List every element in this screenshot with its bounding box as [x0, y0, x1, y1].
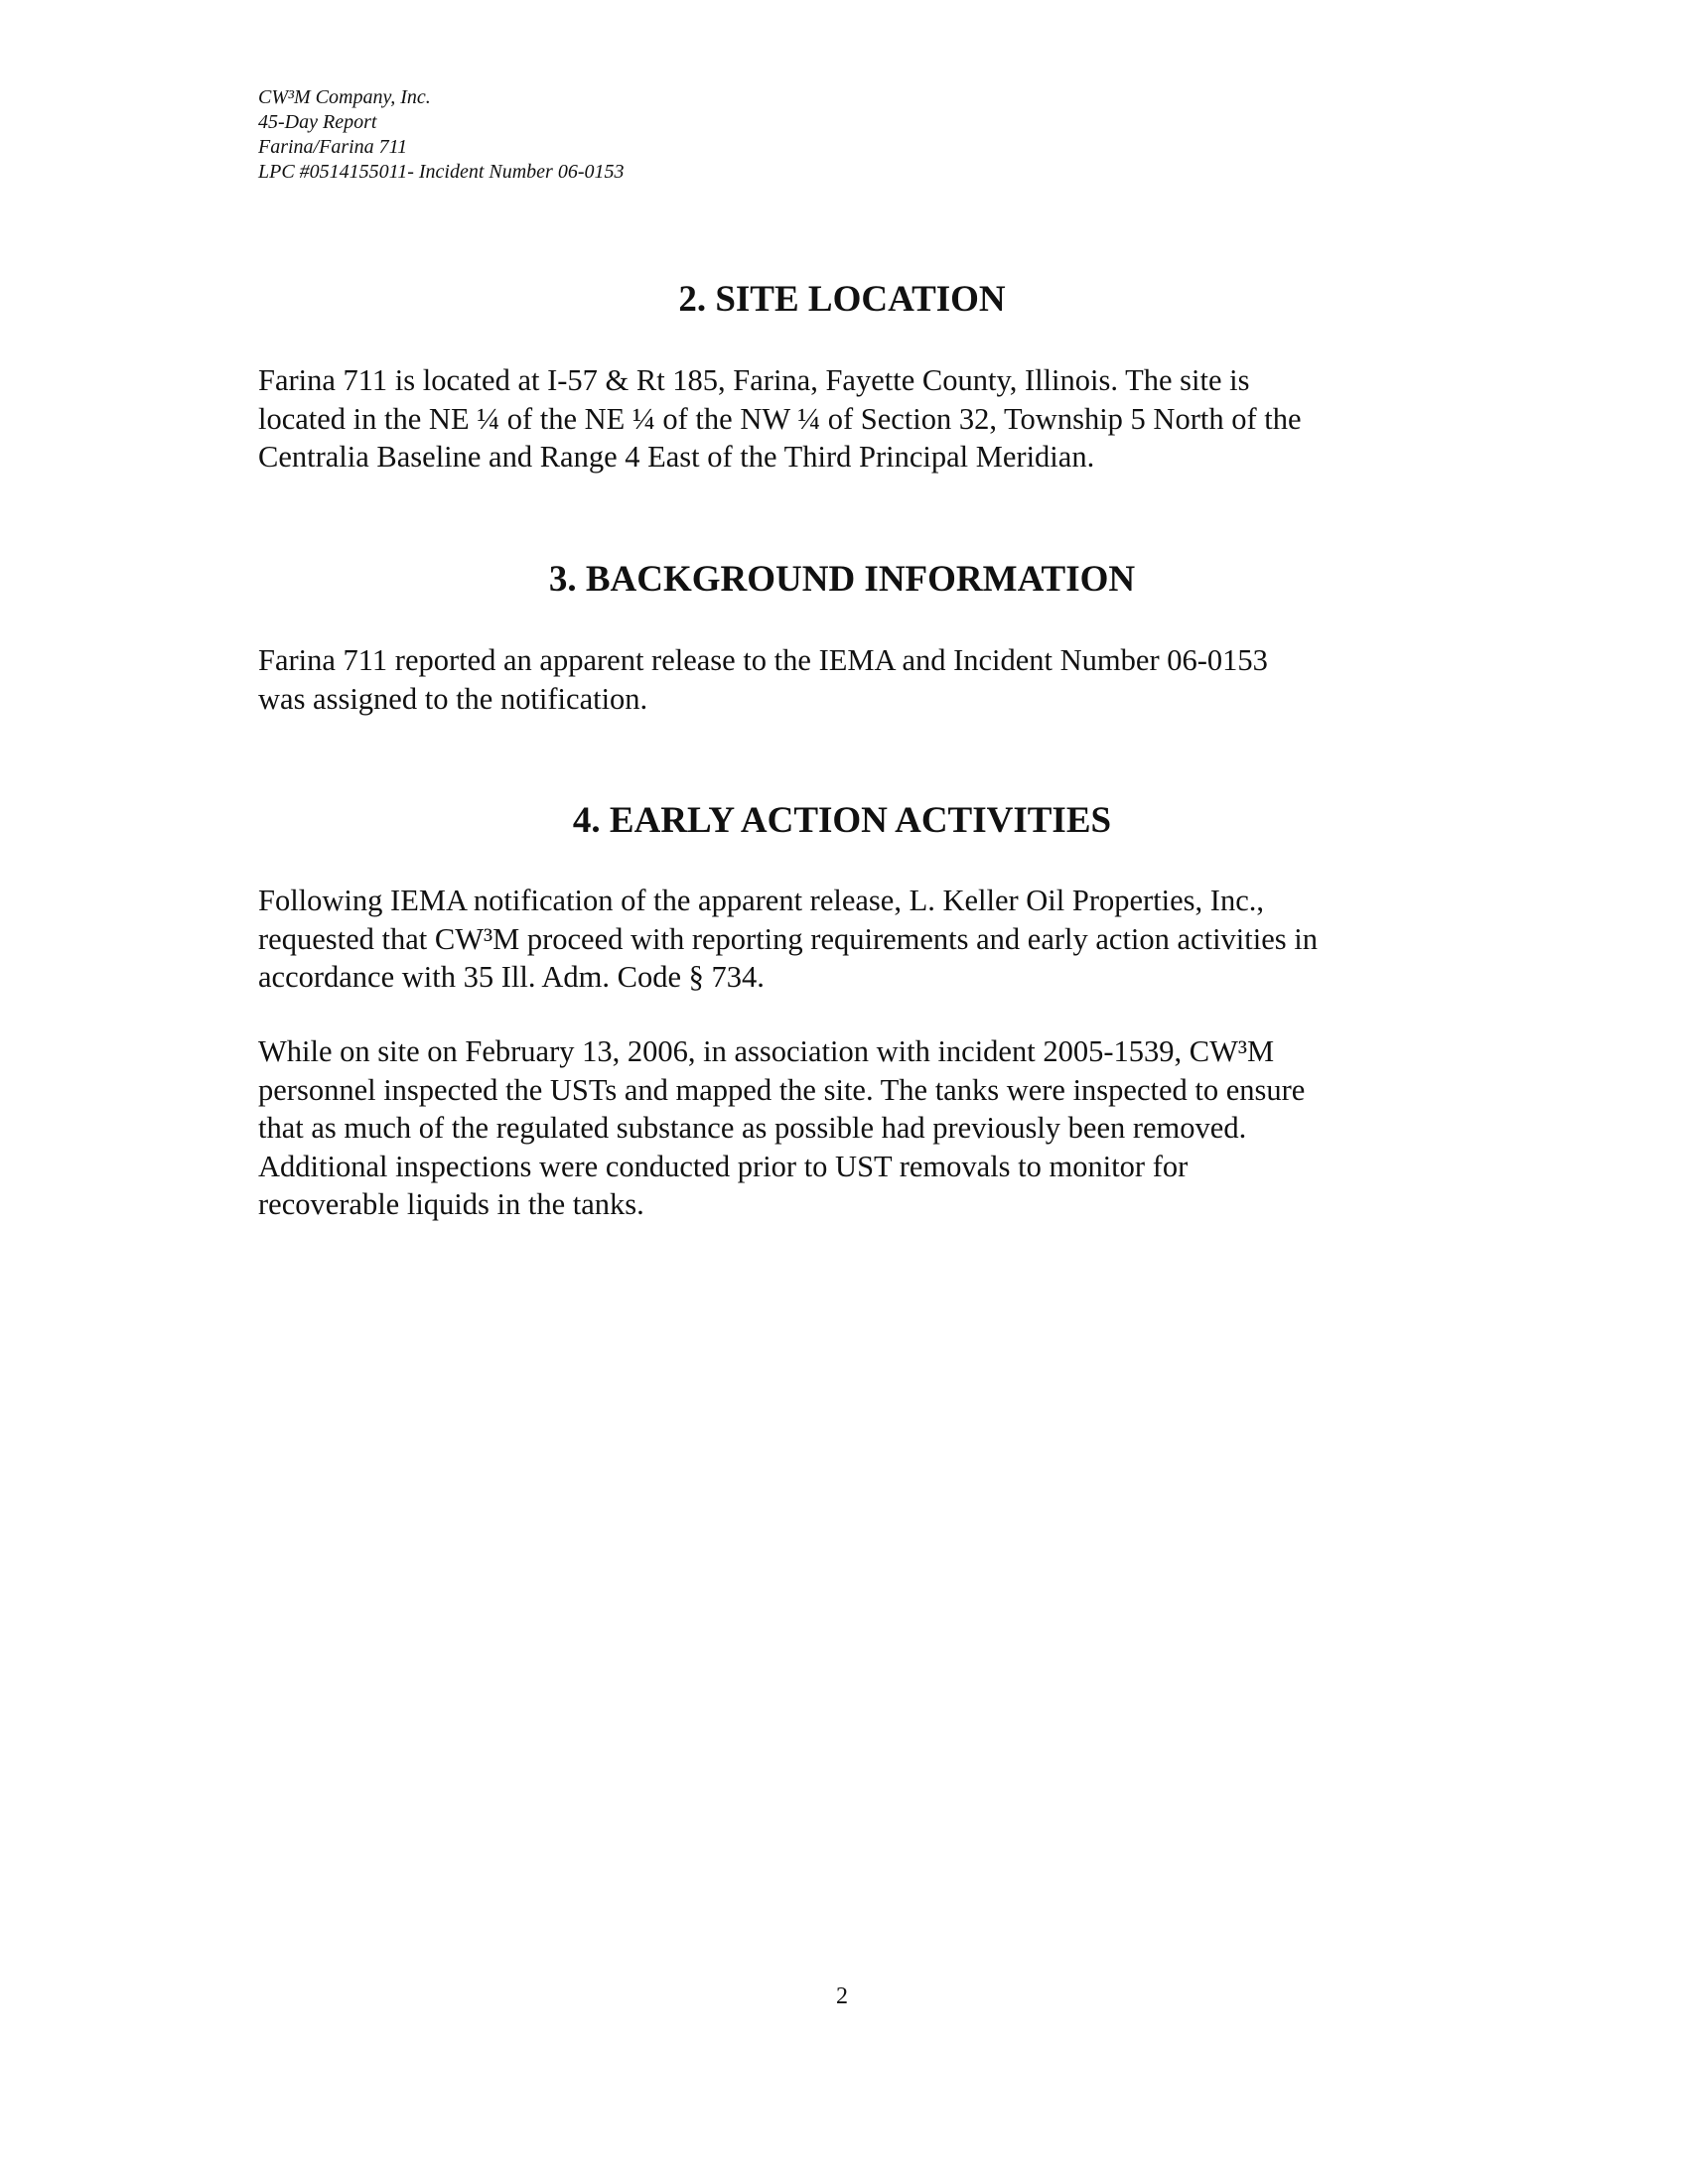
paragraph-line: While on site on February 13, 2006, in association with incident 2005-1539, CW³M: [258, 1034, 1275, 1068]
header-site: Farina/Farina 711: [258, 136, 408, 158]
paragraph-line: was assigned to the notification.: [258, 681, 648, 716]
page-number: 2: [836, 1983, 848, 2009]
paragraph-line: that as much of the regulated substance as possible had previously been removed.: [258, 1111, 1247, 1145]
paragraph-line: Following IEMA notification of the apparent release, L. Keller Oil Properties, Inc.,: [258, 884, 1264, 917]
paragraph-line: Additional inspections were conducted prior to UST removals to monitor for: [258, 1149, 1189, 1183]
early-action-paragraph-1: [258, 882, 1450, 997]
paragraph-line: requested that CW³M proceed with reporting requirements and early action activities in: [258, 921, 1318, 956]
background-paragraph: [258, 641, 1450, 718]
header-company: CW³M Company, Inc.: [258, 86, 431, 108]
early-action-heading: 4. EARLY ACTION ACTIVITIES: [572, 800, 1112, 841]
early-action-paragraph-2: [258, 1032, 1450, 1224]
header-lpc: LPC #0514155011- Incident Number 06-0153: [258, 161, 625, 183]
paragraph-line: Centralia Baseline and Range 4 East of the Third Principal Meridian.: [258, 440, 1095, 474]
paragraph-line: accordance with 35 Ill. Adm. Code § 734.: [258, 960, 765, 994]
background-heading: 3. BACKGROUND INFORMATION: [548, 559, 1136, 600]
paragraph-line: Farina 711 is located at I-57 & Rt 185, Farina, Fayette County, Illinois. The site is: [258, 363, 1250, 397]
paragraph-line: Farina 711 reported an apparent release to the IEMA and Incident Number 06-0153: [258, 643, 1268, 677]
paragraph-line: personnel inspected the USTs and mapped the site. The tanks were inspected to ensure: [258, 1072, 1306, 1107]
document-header: [258, 85, 625, 185]
header-report: 45-Day Report: [258, 111, 377, 133]
site-location-heading: 2. SITE LOCATION: [678, 279, 1006, 320]
paragraph-line: recoverable liquids in the tanks.: [258, 1187, 644, 1221]
site-location-paragraph: [258, 361, 1450, 477]
paragraph-line: located in the NE ¼ of the NE ¼ of the NW ¼ of Section 32, Township 5 North of the: [258, 401, 1302, 436]
